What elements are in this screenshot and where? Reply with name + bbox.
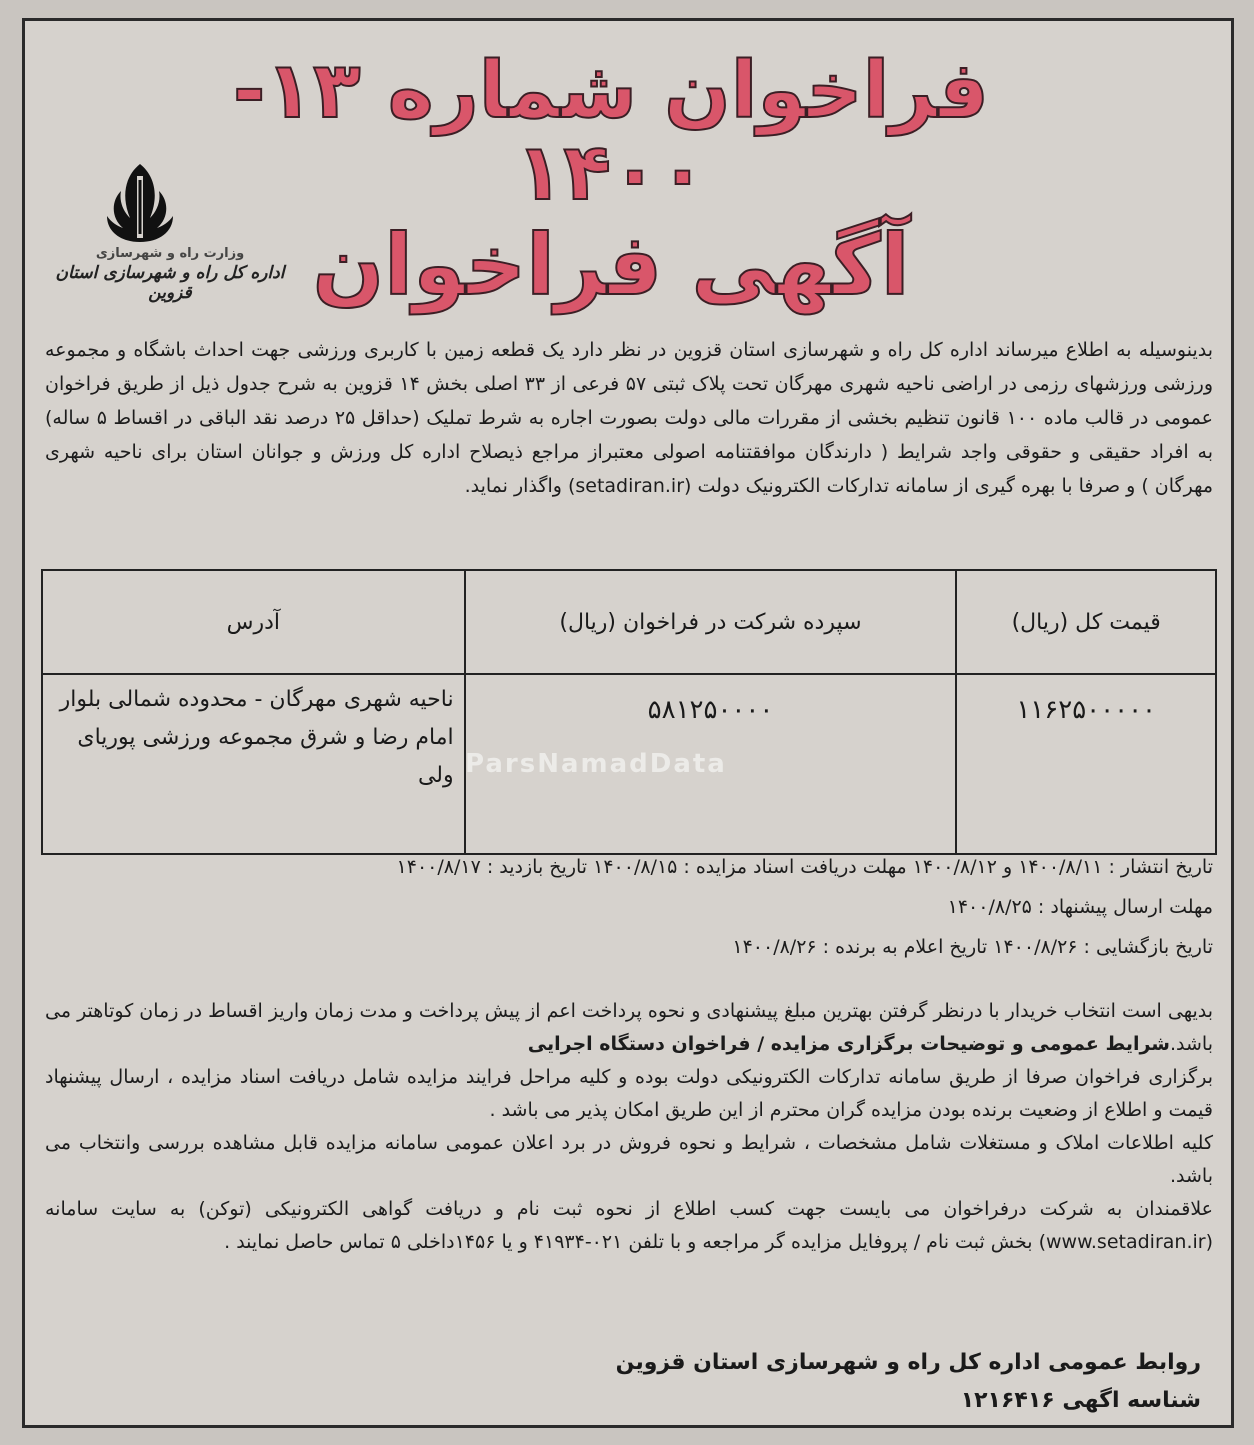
terms-p1-bold: شرایط عمومی و توضیحات برگزاری مزایده / فراخوان دستگاه اجرایی [527,1033,1170,1055]
public-relations-signature: روابط عمومی اداره کل راه و شهرسازی استان قزوین [615,1350,1201,1375]
ad-title [201,46,1021,314]
dates-line-1: تاریخ انتشار : ۱۴۰۰/۸/۱۱ و ۱۴۰۰/۸/۱۲ مهلت دریافت اسناد مزایده : ۱۴۰۰/۸/۱۵ تاریخ بازدید : ۱۴۰۰/۸/۱۷ [396,856,1213,878]
department-name: اداره کل راه و شهرسازی استان قزوین [55,263,285,303]
watermark-text: ParsNamadData [465,749,727,779]
title-line-1: فراخوان شماره ۱۳- ۱۴۰۰ [233,46,989,218]
dates-line-3: تاریخ بازگشایی : ۱۴۰۰/۸/۲۶ تاریخ اعلام به برنده : ۱۴۰۰/۸/۲۶ [732,936,1213,958]
dates-block [45,847,1213,967]
ad-id: شناسه اگهی ۱۲۱۶۴۱۶ [960,1388,1201,1413]
terms-block [45,995,1213,1259]
iran-emblem-icon [85,156,195,251]
terms-p1-text: بدیهی است انتخاب خریدار با درنظر گرفتن بهترین مبلغ پیشنهادی و نحوه پرداخت اعم از پیش پرداخت و مدت زمان واریز اقساط در زمان کوتاهتر می باشد. [45,1000,1213,1055]
title-line-2: آگهی فراخوان [312,215,910,314]
table-header-row [42,570,1216,674]
organization-logo [55,246,285,303]
ad-footer [601,1344,1201,1420]
terms-paragraph-2: برگزاری فراخوان صرفا از طریق سامانه تدارکات الکترونیکی دولت بوده و کلیه مراحل فرایند مزایده شامل دریافت اسناد مزایده ، ارسال پیشنهاد قیمت و اطلاع از وضعیت برنده بودن مزایده گران محترم از این طریق امکان پذیر می باشد . [45,1066,1213,1121]
ministry-name: وزارت راه و شهرسازی [95,246,245,261]
terms-paragraph-4: علاقمندان به شرکت درفراخوان می بایست جهت کسب اطلاع از نحوه ثبت نام و دریافت گواهی الکترونیکی (توکن) به سایت سامانه (www.setadiran.ir) بخش ثبت نام / پروفایل مزایده گر مراجعه و با تلفن ۰۲۱-۴۱۹۳۴ و یا ۱۴۵۶داخلی ۵ تماس حاصل نمایند . [45,1198,1213,1253]
newspaper-ad [22,18,1234,1428]
auction-table [41,569,1217,855]
header-total-price: قیمت کل (ریال) [956,570,1216,674]
terms-paragraph-3: کلیه اطلاعات املاک و مستغلات شامل مشخصات ، شرایط و نحوه فروش در برد اعلان عمومی سامانه مزایده قابل مشاهده بررسی وانتخاب می باشد. [45,1132,1213,1187]
intro-paragraph: بدینوسیله به اطلاع میرساند اداره کل راه و شهرسازی استان قزوین در نظر دارد یک قطعه زمین با کاربری ورزشی جهت احداث باشگاه و مجموعه ورزشی ورزشهای رزمی در اراضی ناحیه شهری مهرگان تحت پلاک ثبتی ۵۷ فرعی از ۳۳ اصلی بخش ۱۴ قزوین به شرح جدول ذیل از طریق فراخوان عمومی در قالب ماده ۱۰۰ قانون تنظیم بخشی از مقررات مالی دولت بصورت اجاره به شرط تملیک (حداقل ۲۵ درصد نقد الباقی در اقساط ۵ ساله) به افراد حقیقی و حقوقی واجد شرایط ( دارندگان موافقتنامه اصولی معتبراز مراجع ذیصلاح اداره کل ورزش و جوانان استان برای ناحیه شهری مهرگان ) و صرفا با بهره گیری از سامانه تدارکات الکترونیک دولت (setadiran.ir) واگذار نماید. [45,339,1214,497]
header-deposit: سپرده شرکت در فراخوان (ریال) [465,570,957,674]
cell-deposit: ۵۸۱۲۵۰۰۰۰ [465,674,957,854]
dates-line-2: مهلت ارسال پیشنهاد : ۱۴۰۰/۸/۲۵ [947,896,1213,918]
cell-address: ناحیه شهری مهرگان - محدوده شمالی بلوار امام رضا و شرق مجموعه ورزشی پوریای ولی [42,674,465,854]
header-address: آدرس [42,570,465,674]
cell-total-price: ۱۱۶۲۵۰۰۰۰۰ [956,674,1216,854]
terms-paragraph-1 [45,995,1213,1061]
